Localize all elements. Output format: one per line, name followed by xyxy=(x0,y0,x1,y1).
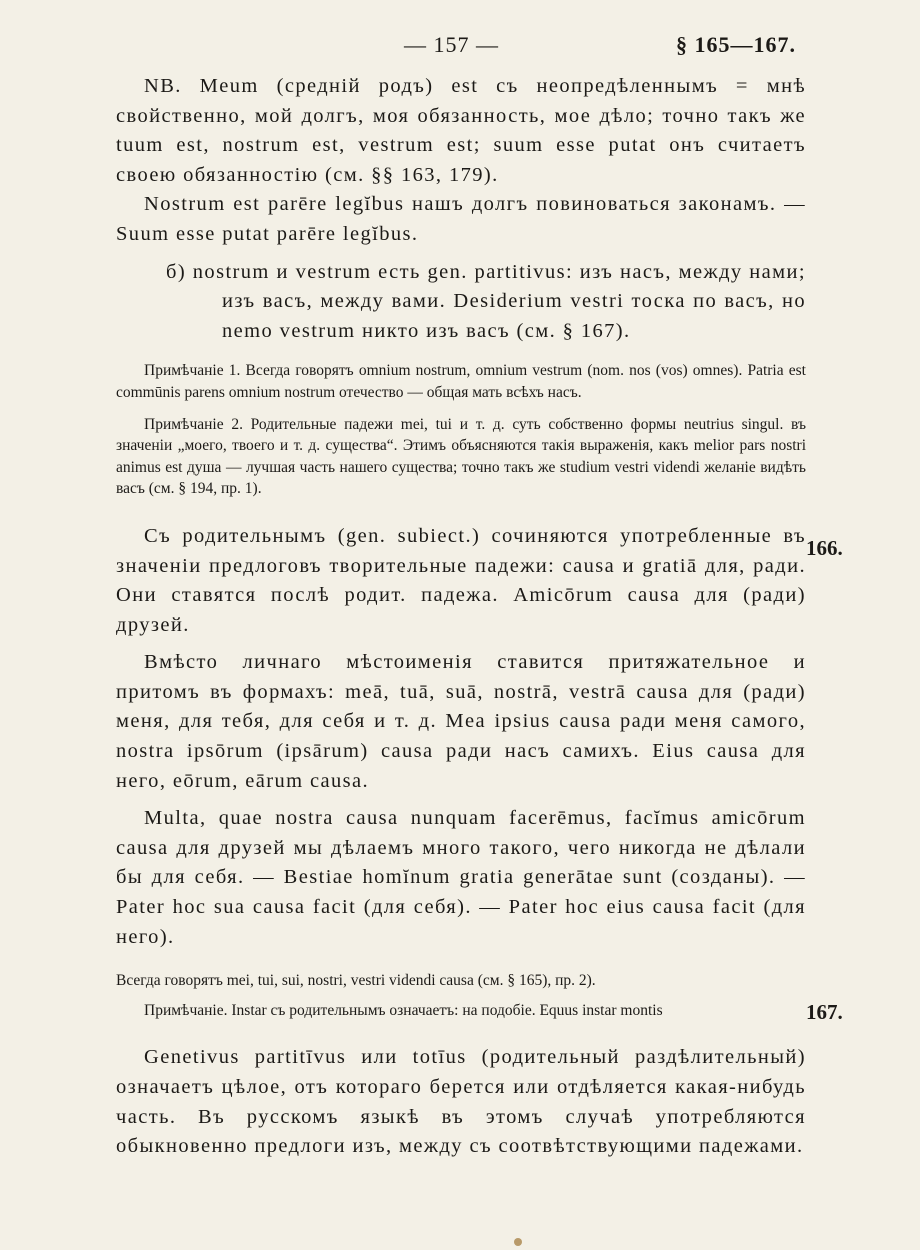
section-range: § 165—167. xyxy=(676,32,796,57)
margin-number-167: 167. xyxy=(806,1000,843,1024)
page-body xyxy=(116,72,806,1162)
paragraph-multa-examples: Multa, quae nostra causa nunquam facerēmus, facĭmus amicōrum causa для друзей мы дѣлаемъ много такого, чего никогда не дѣлали бы для себя. — Bestiae homĭnum gratia generātae sunt (созданы). — Pater hoc sua causa facit (для себя). — Pater hoc eius causa facit (для него). xyxy=(116,807,806,948)
paper-spot xyxy=(514,1238,522,1246)
paragraph-b-partitivus: б) nostrum и vestrum есть gen. partitivus: изъ насъ, между нами; изъ васъ, между вами. Desiderium vestri тоска по васъ, но nemo vestrum никто изъ васъ (см. § 167). xyxy=(166,260,806,342)
note-instar: Примѣчаніе. Instar съ родительнымъ означаетъ: на подобіе. Equus instar montis xyxy=(144,1001,663,1019)
paragraph-nb: NB. Meum (средній родъ) est съ неопредѣленнымъ = мнѣ свойственно, мой долгъ, моя обязанность, мое дѣло; точно такъ же tuum est, nostrum est, vestrum est; suum esse putat онъ считаетъ своею обязанностію (см. §§ 163, 179). xyxy=(116,75,806,186)
page-header xyxy=(0,32,920,62)
paragraph-nostrum-example: Nostrum est parēre legĭbus нашъ долгъ повиноваться законамъ. — Suum esse putat parēre legĭbus. xyxy=(116,193,806,245)
paragraph-possessive: Вмѣсто личнаго мѣстоименія ставится притяжательное и притомъ въ формахъ: meā, tuā, suā, nostrā, vestrā causa для (ради) меня, для тебя, для себя и т. д. Mea ipsius causa ради меня самого, nostra ipsōrum (ipsārum) causa ради насъ самихъ. Eius causa для него, eōrum, eārum causa. xyxy=(116,651,806,792)
note-1: Примѣчаніе 1. Всегда говорятъ omnium nostrum, omnium vestrum (nom. nos (vos) omnes). Patria est commūnis parens omnium nostrum отечество — общая мать всѣхъ насъ. xyxy=(116,362,806,401)
note-always: Всегда говорятъ mei, tui, sui, nostri, vestri videndi causa (см. § 165), пр. 2). xyxy=(116,972,596,990)
margin-number-166: 166. xyxy=(806,536,843,560)
note-2: Примѣчаніе 2. Родительные падежи mei, tui и т. д. суть собственно формы neutrius singul. въ значеніи „моего, твоего и т. д. существа“. Этимъ объясняются такія выраженія, какъ melior pars nostri animus est душа — лучшая часть нашего существа; точно такъ же studium vestri videndi желаніе видѣть васъ (см. § 194, пр. 1). xyxy=(116,415,806,498)
page-number: — 157 — xyxy=(404,32,499,57)
paragraph-167: Genetivus partitīvus или totīus (родительный раздѣлительный) означаетъ цѣлое, отъ котораго берется или отдѣляется какая-нибудь часть. Въ русскомъ языкѣ въ этомъ случаѣ употребляются обыкновенно предлоги изъ, между съ соотвѣтствующими падежами. xyxy=(116,1046,806,1158)
paragraph-166: Съ родительнымъ (gen. subiect.) сочиняются употребленные въ значеніи предлоговъ творительные падежи: causa и gratiā для, ради. Они ставятся послѣ родит. падежа. Amicōrum causa для (ради) друзей. xyxy=(116,524,806,636)
